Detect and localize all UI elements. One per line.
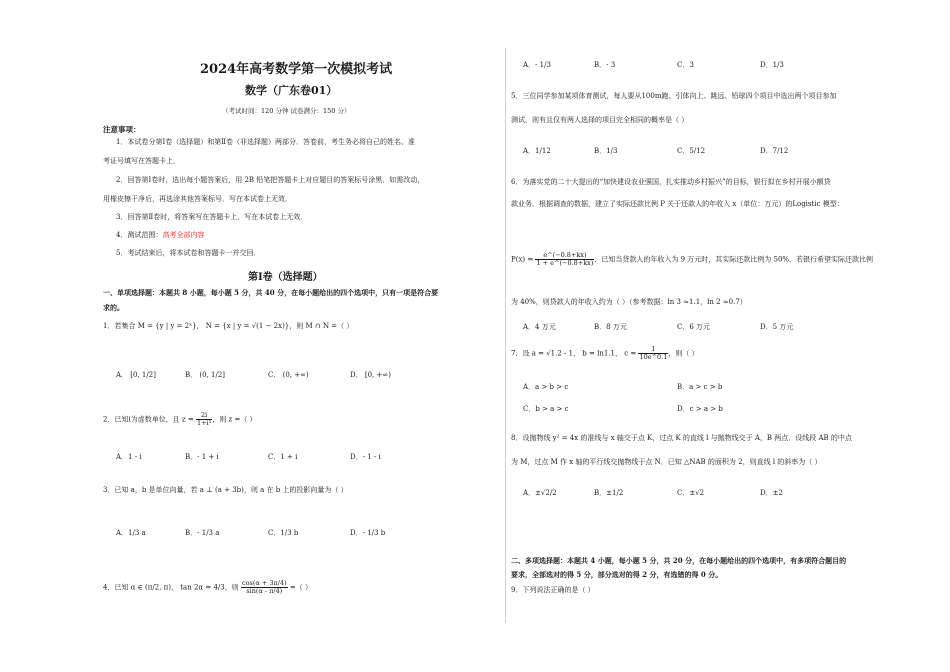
- note-line: 2．回答第Ⅰ卷时，选出每小题答案后，用 2B 铅笔把答题卡上对应题目的答案标号涂黑．如需改动，: [116, 176, 425, 184]
- q2-fraction: $\frac{2i}{\text{1+i³}}$: [196, 411, 212, 428]
- q7-b: b = ln1.1: [582, 349, 615, 358]
- q3-option-a[interactable]: A．1/3 a: [116, 529, 146, 537]
- q2-option-d[interactable]: D．- 1 - i: [350, 453, 381, 461]
- q5-option-b[interactable]: B．1/3: [594, 147, 618, 155]
- q6-option-d[interactable]: D．5 万元: [760, 323, 794, 331]
- q5-option-a[interactable]: A．1/12: [523, 147, 551, 155]
- section1-heading: 一、单项选择题：本题共 8 小题，每小题 5 分，共 40 分，在每小题给出的四个选项中，只有一项是符合要: [103, 288, 439, 297]
- note-line: 1．本试卷分第Ⅰ卷（选择题）和第Ⅱ卷（非选择题）两部分．答卷前，考生务必将自己的姓名、准: [116, 138, 415, 146]
- question-5: 5．三位同学参加某项体育测试，每人要从100m跑、引体向上、跳远、铅球四个项目中选出两个项目参加: [511, 92, 837, 100]
- exam-subtitle: 数学（广东卷01）: [245, 84, 338, 97]
- scope-label: 4．测试范围：: [116, 231, 163, 239]
- q4-option-d[interactable]: D．1/3: [760, 61, 784, 69]
- scope-value: 高考全部内容: [162, 231, 205, 239]
- q1-option-b[interactable]: B． (0, 1/2]: [185, 371, 226, 379]
- q4-option-a[interactable]: A．- 1/3: [523, 61, 551, 69]
- q7-option-b[interactable]: B．a > c > b: [677, 383, 723, 391]
- q6-fraction: $\frac{e\^{}(-0.8+kx)}{1 + e\^{}(-0.8+kx)}$: [536, 251, 594, 268]
- exam-title: 2024年高考数学第一次模拟考试: [200, 62, 393, 77]
- question-6-cont: 款业务．根据调查的数据，建立了实际还款比例 P 关于还款人的年收入 x（单位：万元）的Logistic 模型：: [511, 200, 844, 208]
- exam-info: （考试时间：120 分钟 试卷满分：150 分）: [222, 107, 351, 115]
- section2-heading: 二、多项选择题：本题共 4 小题，每小题 5 分，共 20 分，在每小题给出的四个选项中，有多项符合题目的: [511, 556, 847, 565]
- question-9: 9．下列说法正确的是（ ）: [511, 586, 595, 594]
- question-3: 3．已知 a，b 是单位向量，若 a ⊥ (a + 3b)，则 a 在 b 上的投影向量为（ ）: [103, 486, 348, 494]
- q7-option-c[interactable]: C．b > a > c: [523, 405, 569, 413]
- question-8: 8．设抛物线 y² = 4x 的准线与 x 轴交于点 K，过点 K 的直线 l 与抛物线交于 A，B 两点．设线段 AB 的中点: [511, 434, 852, 442]
- q7-a: a = √1.2 - 1: [531, 349, 574, 358]
- q2-option-c[interactable]: C．1 + i: [268, 453, 298, 461]
- q3-option-c[interactable]: C．1/3 b: [268, 529, 299, 537]
- note-line: 考证号填写在答题卡上．: [103, 157, 180, 165]
- q7-c-fraction: $\frac{1}{10e\^{}0.1}$: [639, 345, 668, 362]
- q4-fraction: $\frac{\cos(\alpha + 3\pi/4)}{\sin(\alpha - \pi/4)}$: [241, 579, 287, 596]
- q6-option-b[interactable]: B．8 万元: [594, 323, 627, 331]
- column-divider: [505, 48, 506, 623]
- note-line: 5．考试结束后，将本试卷和答题卡一并交回．: [116, 249, 261, 257]
- question-6: 6．为落实党的二十大提出的“加快建设农业强国，扎实推动乡村振兴”的目标，银行拟在乡村开展小额贷: [511, 178, 831, 186]
- question-7: 7．设 a = √1.2 - 1， b = ln1.1， c = $\frac{1}{10e\^{}0.1}$ ，则（ ）: [511, 345, 699, 362]
- q8-option-c[interactable]: C．±√2: [677, 489, 705, 497]
- question-2: 2．已知i为虚数单位，且 z = $\frac{2i}{\text{1+i³}}$ ，则 z =（ ）: [103, 411, 257, 428]
- section1-heading-cont: 求的。: [103, 303, 124, 312]
- q3-option-b[interactable]: B．- 1/3 a: [185, 529, 220, 537]
- question-6-cont2: 为 40%，则贷款人的年收入约为（ ）（参考数据：ln 3 ≈1.1，ln 2 ≈0.7）: [511, 298, 747, 306]
- q7-option-a[interactable]: A．a > b > c: [523, 383, 569, 391]
- notes-heading: 注意事项：: [103, 125, 141, 134]
- q4-option-c[interactable]: C．3: [677, 61, 694, 69]
- q6-option-c[interactable]: C．6 万元: [677, 323, 711, 331]
- q1-option-d[interactable]: D． [0, +∞): [350, 371, 391, 379]
- q4-option-b[interactable]: B．- 3: [594, 61, 616, 69]
- note-line: 3．回答第Ⅱ卷时，将答案写在答题卡上．写在本试卷上无效．: [116, 213, 308, 221]
- q2-option-a[interactable]: A．1 - i: [116, 453, 142, 461]
- question-1: 1．若集合 M = {y | y = 2ˣ}， N = {x | y = √(1 − 2x)}，则 M ∩ N =（ ）: [103, 322, 354, 330]
- q8-option-d[interactable]: D．±2: [760, 489, 783, 497]
- q5-option-d[interactable]: D．7/12: [760, 147, 789, 155]
- question-5-cont: 测试，则有且仅有两人选择的项目完全相同的概率是（ ）: [511, 116, 689, 124]
- question-4: 4．已知 α ∈ (π/2, π)， tan 2α = 4/3，则 $\frac{\cos(\alpha + 3\pi/4)}{\sin(\alpha - \pi/4)}$ =（ ）: [103, 579, 312, 596]
- question-8-cont: 为 M，过点 M 作 x 轴的平行线交抛物线于点 N．已知 △NAB 的面积为 2，则直线 l 的斜率为（ ）: [511, 458, 822, 466]
- q6-formula: P(x) = $\frac{e\^{}(-0.8+kx)}{1 + e\^{}(-0.8+kx)}$ ．已知当贷款人的年收入为 9 万元时，其实际还款比例为 50%．若银行希望实际还款比例: [511, 251, 874, 268]
- q3-option-d[interactable]: D．- 1/3 b: [350, 529, 386, 537]
- section2-heading-cont: 要求，全部选对的得 5 分，部分选对的得 2 分，有选错的得 0 分。: [511, 570, 723, 579]
- q7-option-d[interactable]: D．c > a > b: [677, 405, 723, 413]
- q8-option-b[interactable]: B．±1/2: [594, 489, 624, 497]
- q6-option-a[interactable]: A．4 万元: [523, 323, 556, 331]
- q8-option-a[interactable]: A．±√2/2: [523, 489, 557, 497]
- q4-condition-2: tan 2α = 4/3: [180, 583, 225, 592]
- q2-option-b[interactable]: B．- 1 + i: [185, 453, 219, 461]
- note-line: 用橡皮擦干净后，再选涂其他答案标号．写在本试卷上无效．: [103, 195, 292, 203]
- q1-option-c[interactable]: C． (0, +∞): [268, 371, 309, 379]
- part1-title: 第Ⅰ卷（选择题）: [248, 272, 323, 283]
- q4-condition-1: α ∈ (π/2, π): [130, 583, 171, 592]
- note-line-scope: [116, 231, 204, 240]
- set-m: M = {y | y = 2ˣ}: [137, 322, 197, 330]
- q1-option-a[interactable]: A． [0, 1/2]: [116, 371, 156, 379]
- q5-option-c[interactable]: C．5/12: [677, 147, 706, 155]
- set-n: N = {x | y = √(1 − 2x)}: [205, 322, 290, 330]
